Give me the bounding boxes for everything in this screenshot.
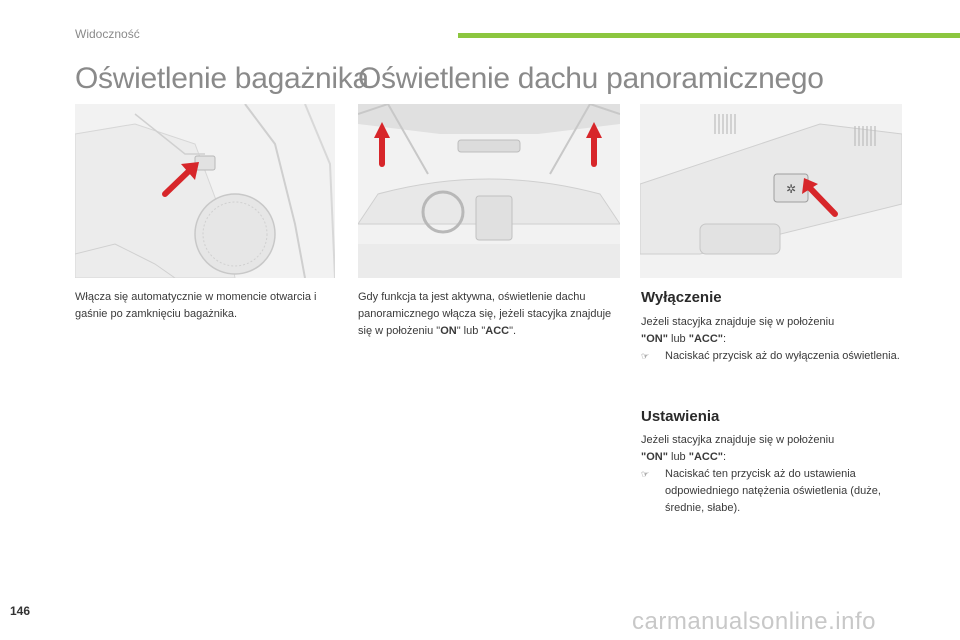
ignition-acc-label: ACC (485, 325, 510, 337)
title-trunk-light: Oświetlenie bagażnika (75, 62, 369, 95)
heading-settings: Ustawienia (641, 408, 720, 425)
figure-trunk-light (75, 104, 335, 278)
trunk-light-description: Włącza się automatycznie w momencie otwarcia i gaśnie po zamknięciu bagażnika. (75, 291, 317, 320)
switch-off-instructions (641, 314, 901, 365)
hand-pointer-icon: ☞ (641, 351, 650, 361)
hand-pointer-icon: ☞ (641, 469, 650, 479)
roof-light-description: Gdy funkcja ta jest aktywna, oświetlenie dachu panoramicznego włącza się, jeżeli stacyjka znajduje się w położeniu "ON" lub "ACC". (358, 291, 612, 337)
top-accent-rule (458, 33, 960, 38)
settings-step: ☞ Naciskać ten przycisk aż do ustawienia odpowiedniego natężenia oświetlenia (duże, średnie, słabe). (641, 466, 901, 517)
switch-off-step: ☞ Naciskać przycisk aż do wyłączenia oświetlenia. (641, 348, 901, 365)
settings-instructions (641, 432, 901, 517)
figure-panoramic-roof (358, 104, 620, 278)
ignition-on-label: ON (440, 325, 457, 337)
svg-text:✲: ✲ (785, 182, 797, 196)
switch-off-condition: Jeżeli stacyjka znajduje się w położeniu "ON" lub "ACC": (641, 316, 835, 345)
figure-roof-light-button (640, 104, 902, 278)
heading-switch-off: Wyłączenie (641, 289, 722, 306)
title-roof-light: Oświetlenie dachu panoramicznego (358, 62, 824, 95)
section-label: Widoczność (75, 27, 140, 41)
page-number: 146 (10, 604, 31, 618)
settings-condition: Jeżeli stacyjka znajduje się w położeniu "ON" lub "ACC": (641, 434, 835, 463)
watermark: carmanualsonline.info (632, 608, 876, 635)
